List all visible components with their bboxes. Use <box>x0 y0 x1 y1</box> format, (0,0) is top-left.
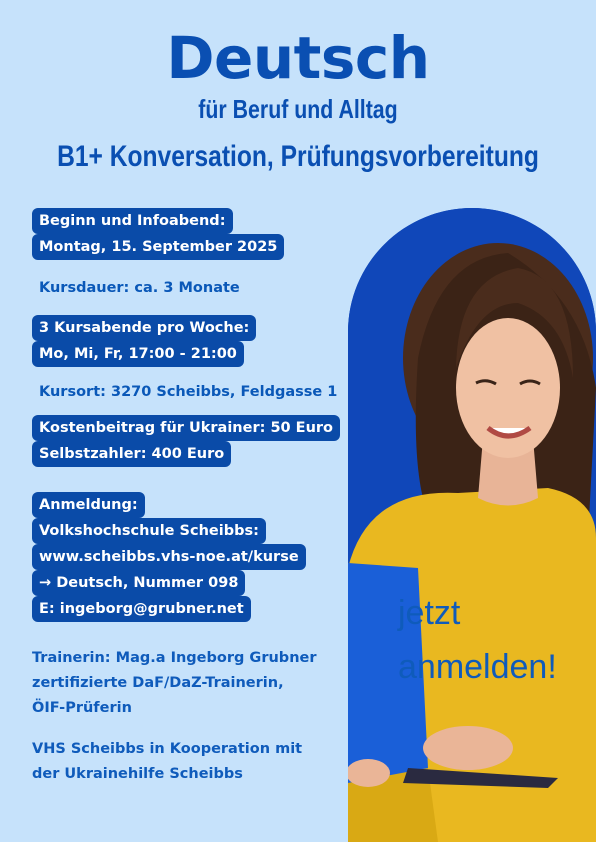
start-label: Beginn und Infoabend: <box>32 208 233 234</box>
start-box <box>32 208 284 260</box>
cost-ukrainians: Kostenbeitrag für Ukrainer: 50 Euro <box>32 415 340 441</box>
trainer-name: Trainerin: Mag.a Ingeborg Grubner <box>32 650 317 666</box>
photo-illustration <box>348 208 596 842</box>
course-duration: Kursdauer: ca. 3 Monate <box>39 280 240 296</box>
trainer-qualification: zertifizierte DaF/DaZ-Trainerin, <box>32 675 284 691</box>
schedule-box <box>32 315 256 367</box>
cooperation-box <box>32 737 302 787</box>
course-location: Kursort: 3270 Scheibbs, Feldgasse 1 <box>39 384 338 400</box>
registration-box <box>32 492 306 622</box>
cost-self-payers: Selbstzahler: 400 Euro <box>32 441 231 467</box>
schedule-label: 3 Kursabende pro Woche: <box>32 315 256 341</box>
trainer-examiner: ÖIF-Prüferin <box>32 700 132 716</box>
cost-box <box>32 415 340 467</box>
schedule-times: Mo, Mi, Fr, 17:00 - 21:00 <box>32 341 244 367</box>
trainer-box <box>32 646 317 721</box>
flyer-title: Deutsch <box>166 24 430 92</box>
registration-provider: Volkshochschule Scheibbs: <box>32 518 266 544</box>
flyer-subtitle: für Beruf und Alltag <box>198 94 398 124</box>
cta-line-2: anmelden! <box>398 648 557 686</box>
cta-line-1: jetzt <box>398 594 461 632</box>
registration-url[interactable]: www.scheibbs.vhs-noe.at/kurse <box>32 544 306 570</box>
course-level: B1+ Konversation, Prüfungsvorbereitung <box>57 140 539 173</box>
start-date: Montag, 15. September 2025 <box>32 234 284 260</box>
cooperation-line-1: VHS Scheibbs in Kooperation mit <box>32 741 303 757</box>
registration-course-number: → Deutsch, Nummer 098 <box>32 570 245 596</box>
woman-with-laptop-photo <box>348 208 596 842</box>
registration-email[interactable]: E: ingeborg@grubner.net <box>32 596 251 622</box>
registration-label: Anmeldung: <box>32 492 145 518</box>
cooperation-line-2: der Ukrainehilfe Scheibbs <box>32 766 243 782</box>
